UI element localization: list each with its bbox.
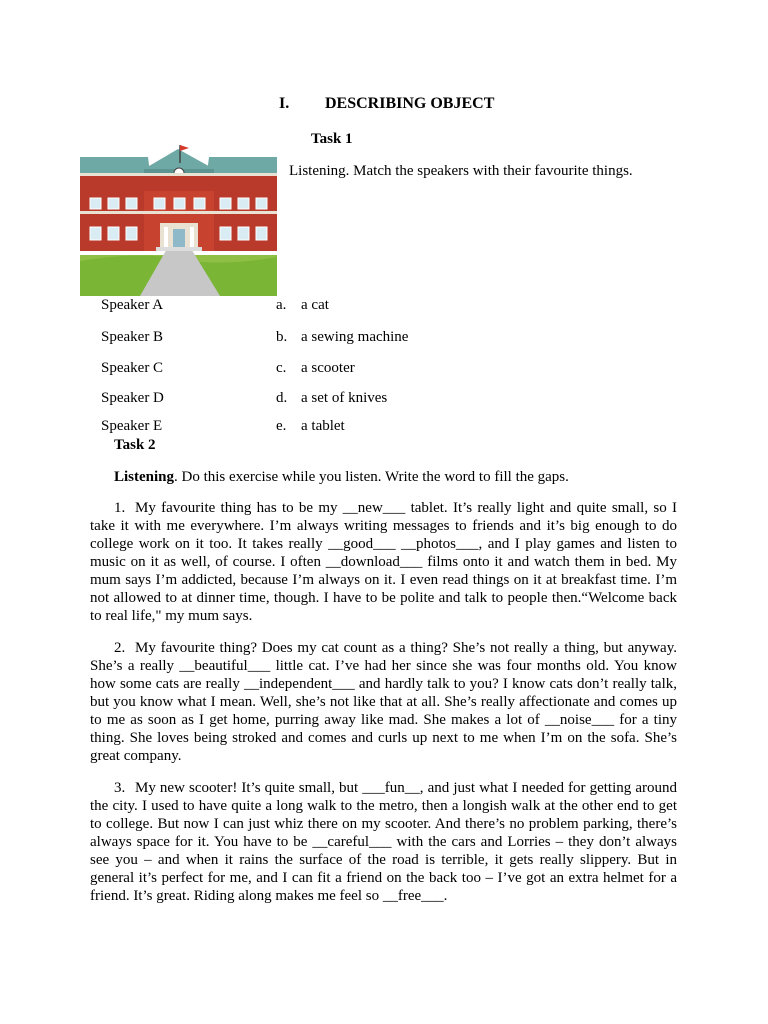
paragraph-1-text: My favourite thing has to be my __new___ tablet. It’s really light and quite small, so I take it with me everywhere. I’m always writing messages to friends and it’s big enough to do college work on it too. It takes really __good___ __photos___, and I play games and listen to music on it as well, of course. I often __download___ films onto it and watch them in bed. My mum says I’m addicted, because I’m always on it. I even read things on it at breakfast time. I’m not allowed to at dinner time, though. I have to be polite and talk to people then.“Welcome back to real life," my mum says. (90, 500, 677, 624)
option-e-text: a tablet (301, 418, 345, 434)
speaker-a: Speaker A (101, 297, 164, 313)
paragraph-3 (90, 779, 677, 905)
paragraph-1 (90, 499, 677, 625)
option-c-letter: c. (276, 360, 287, 376)
section-title: DESCRIBING OBJECT (325, 95, 495, 112)
speaker-b: Speaker B (101, 329, 164, 345)
option-b-text: a sewing machine (301, 329, 409, 345)
paragraph-3-text: My new scooter! It’s quite small, but ___fun__, and just what I needed for getting around the city. I used to have quite a long walk to the metro, then a longish walk at the other end to get to college. But now I can just whiz there on my scooter. And there’s no problem parking, there’s always space for it. You have to be __careful___ with the cars and Lorries – they don’t always see you – and when it rains the surface of the road is terrible, it gets really slippery. But in general it’s perfect for me, and I can fit a friend on the back too – I’ve got an extra helmet for a friend. It’s great. Riding along makes me feel so __free___. (90, 780, 677, 904)
task1-title: Task 1 (311, 131, 353, 147)
task1-instruction: Listening. Match the speakers with their favourite things. (289, 163, 633, 179)
speaker-e: Speaker E (101, 418, 163, 434)
paragraph-1-number: 1. (114, 500, 126, 516)
option-d-text: a set of knives (301, 390, 388, 406)
paragraph-2-number: 2. (114, 640, 126, 656)
option-a-text: a cat (301, 297, 329, 313)
task2-title: Task 2 (114, 437, 156, 453)
paragraph-3-number: 3. (114, 780, 126, 796)
option-b-letter: b. (276, 329, 288, 345)
paragraph-2-text: My favourite thing? Does my cat count as a thing? She’s not really a thing, but anyway. She’s a really __beautiful___ little cat. I’ve had her since she was four months old. You know how some cats are really __independent___ and hardly talk to you? I know cats don’t really talk, but you know what I mean. Well, she’s not like that at all. She’s really affectionate and comes up to me as soon as I get home, purring away like mad. She makes a lot of __noise___ for a tiny thing. She loves being stroked and comes and curls up next to me when I’m on the sofa. She’s great company. (90, 640, 677, 764)
task2-instruction (114, 468, 674, 486)
paragraph-2 (90, 639, 677, 765)
speaker-c: Speaker C (101, 360, 164, 376)
speaker-d: Speaker D (101, 390, 164, 406)
task2-instruction-rest: . Do this exercise while you listen. Write the word to fill the gaps. (174, 469, 569, 485)
section-number: I. (279, 95, 290, 112)
task2-instruction-bold: Listening (114, 469, 175, 485)
option-d-letter: d. (276, 390, 288, 406)
option-c-text: a scooter (301, 360, 355, 376)
option-e-letter: e. (276, 418, 287, 434)
school-illustration (80, 143, 277, 296)
option-a-letter: a. (276, 297, 287, 313)
